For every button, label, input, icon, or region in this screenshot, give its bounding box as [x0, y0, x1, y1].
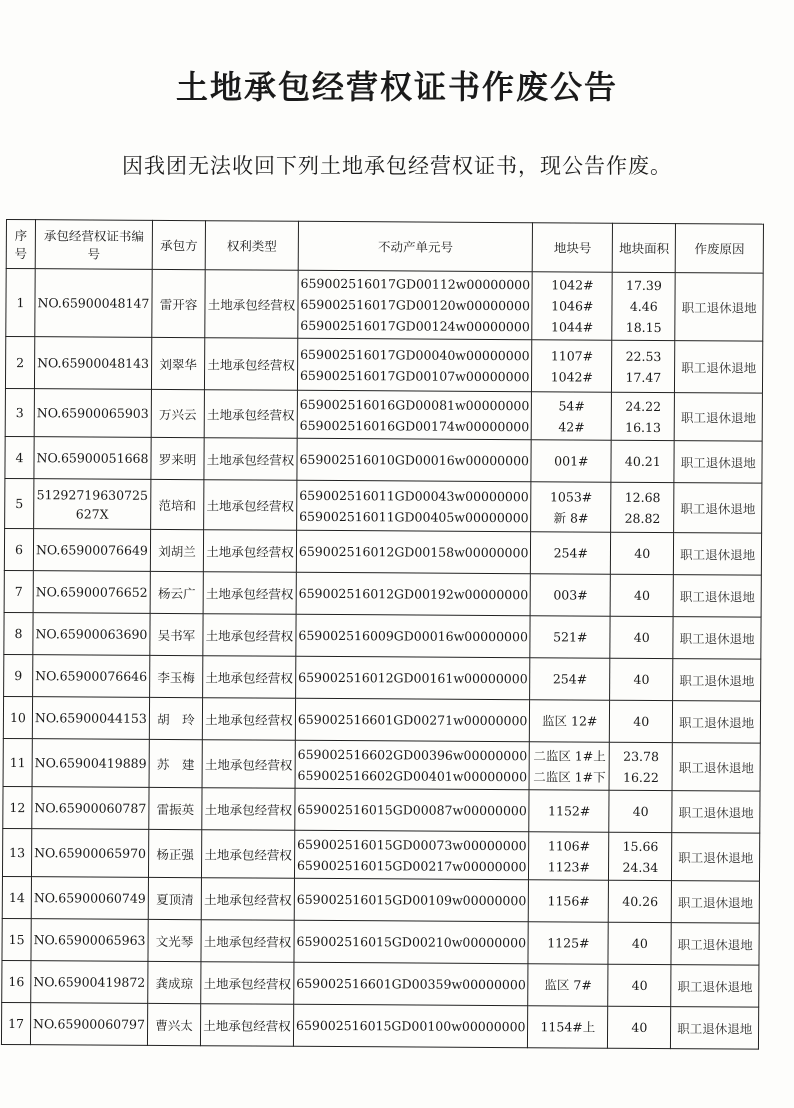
cell-right-type: 土地承包经营权 — [202, 698, 295, 741]
cell-plot-number-line: 二监区 1#上 — [533, 747, 606, 764]
table-row — [6, 269, 763, 342]
cell-unit-number-line: 659002516011GD00043w00000000 — [299, 487, 529, 504]
cell-plot-area-line: 40 — [634, 545, 651, 561]
cell-right-type: 土地承包经营权 — [201, 878, 294, 921]
table-body — [1, 269, 763, 1050]
cell-right-type: 土地承包经营权 — [201, 1004, 294, 1047]
table-row — [5, 436, 762, 483]
cell-unit-number — [295, 740, 530, 789]
table-row — [2, 918, 759, 965]
cell-reason: 职工退休退地 — [671, 1007, 759, 1050]
header-plot-number: 地块号 — [533, 223, 613, 272]
cell-index: 13 — [2, 828, 31, 876]
notice-text: 因我团无法收回下列土地承包经营权证书，现公告作废。 — [122, 154, 672, 178]
cell-right-type: 土地承包经营权 — [204, 480, 297, 531]
cell-right-type: 土地承包经营权 — [202, 830, 295, 879]
cell-plot-number-line: 监区 12# — [542, 713, 598, 729]
cell-unit-number-line: 659002516012GD00192w00000000 — [298, 585, 529, 603]
header-unit-number: 不动产单元号 — [298, 221, 533, 271]
cell-reason: 职工退休退地 — [672, 791, 760, 834]
table-row — [4, 570, 761, 617]
cell-plot-area-line: 24.34 — [622, 859, 659, 875]
table-row — [1, 1002, 758, 1049]
cell-plot-area-line: 12.68 — [624, 489, 661, 505]
cell-unit-number — [293, 1004, 528, 1047]
cell-unit-number-line: 659002516601GD00359w00000000 — [296, 975, 526, 993]
cell-unit-number — [295, 698, 530, 741]
cell-reason: 职工退休退地 — [674, 483, 762, 534]
cell-plot-area — [610, 616, 674, 658]
cell-plot-area-line: 28.82 — [624, 510, 661, 526]
table-row — [4, 654, 761, 701]
cell-plot-area-line: 40 — [632, 803, 649, 819]
cell-unit-number-line: 659002516012GD00158w00000000 — [298, 543, 529, 561]
cell-plot-number-line: 1125# — [547, 935, 590, 951]
cell-plot-number — [529, 742, 609, 790]
cell-plot-area — [610, 574, 674, 616]
cell-plot-number-line: 1042# — [550, 368, 594, 385]
cell-plot-number — [529, 880, 609, 922]
cell-unit-number-line: 659002516015GD00217w00000000 — [296, 857, 527, 874]
page-title: 土地承包经营权证书作废公告 — [175, 68, 618, 106]
cell-holder: 刘翠华 — [151, 337, 204, 389]
cell-index: 11 — [3, 738, 32, 786]
cell-right-type: 土地承包经营权 — [203, 572, 296, 615]
cell-reason: 职工退休退地 — [672, 881, 760, 924]
cell-plot-area-line: 40 — [631, 1019, 648, 1035]
cell-index: 17 — [1, 1002, 30, 1044]
cell-plot-area — [611, 532, 675, 574]
cell-plot-area-line: 40.26 — [622, 893, 659, 909]
cell-right-type: 土地承包经营权 — [203, 614, 296, 657]
cell-reason: 职工退休退地 — [674, 441, 762, 484]
cell-index: 14 — [2, 876, 31, 918]
cell-cert-number: NO.65900051668 — [34, 437, 151, 480]
cell-plot-number-line: 二监区 1#下 — [533, 768, 606, 785]
cell-holder: 范培和 — [151, 479, 204, 529]
table-row — [4, 528, 761, 575]
cell-plot-area-line: 40 — [634, 587, 651, 603]
cell-unit-number-line: 659002516010GD00016w00000000 — [299, 451, 530, 469]
table-row — [2, 960, 759, 1007]
cell-unit-number-line: 659002516017GD00040w00000000 — [300, 346, 530, 363]
cell-unit-number-line: 659002516017GD00120w00000000 — [300, 296, 530, 314]
cell-cert-number: NO.65900076652 — [33, 571, 150, 614]
header-reason: 作废原因 — [676, 224, 764, 274]
cell-plot-number-line: 1046# — [551, 298, 594, 314]
cell-plot-area-line: 23.78 — [623, 748, 659, 764]
cell-unit-number — [296, 572, 531, 615]
cell-unit-number-line: 659002516015GD00109w00000000 — [296, 891, 527, 909]
cell-holder: 胡 玲 — [149, 697, 202, 739]
table-header-row — [6, 220, 763, 274]
header-holder: 承包方 — [152, 220, 205, 269]
cell-cert-number: NO.65900063690 — [33, 613, 150, 656]
cell-holder: 万兴云 — [151, 389, 204, 437]
cell-plot-number — [529, 832, 609, 880]
cell-unit-number — [297, 390, 532, 439]
cell-plot-number-line: 1154#上 — [540, 1019, 596, 1035]
cell-plot-area-line: 40 — [633, 671, 650, 687]
cell-index: 3 — [5, 388, 34, 436]
cell-plot-area — [610, 658, 674, 700]
cell-plot-number-line: 1053# — [549, 488, 593, 505]
cell-plot-number-line: 003# — [553, 587, 588, 603]
cell-cert-number: NO.65900076649 — [33, 529, 150, 572]
cell-plot-area-line: 4.46 — [629, 298, 658, 314]
cell-unit-number — [296, 530, 531, 573]
cell-plot-area-line: 40.21 — [624, 453, 661, 470]
cell-index: 10 — [3, 696, 32, 738]
cell-unit-number — [296, 656, 531, 699]
cell-cert-number: NO.65900048147 — [35, 269, 152, 338]
cell-plot-number-line: 254# — [553, 545, 589, 561]
cell-index: 9 — [4, 654, 33, 696]
table-row — [5, 337, 762, 394]
cell-unit-number-line: 659002516015GD00210w00000000 — [296, 933, 527, 951]
cell-plot-number-line: 521# — [553, 629, 588, 645]
cell-unit-number-line: 659002516015GD00100w00000000 — [295, 1017, 526, 1035]
table-row — [5, 388, 762, 441]
cell-plot-area-line: 17.47 — [625, 369, 662, 385]
cell-plot-number-line: 1123# — [547, 858, 591, 875]
cell-unit-number-line: 659002516602GD00396w00000000 — [297, 746, 528, 763]
cell-plot-number — [532, 272, 612, 340]
certificate-table — [1, 219, 764, 1050]
header-index: 序号 — [6, 220, 35, 269]
cell-unit-number — [294, 830, 529, 879]
cell-unit-number-line: 659002516016GD00174w00000000 — [299, 417, 530, 434]
cell-right-type: 土地承包经营权 — [201, 920, 294, 963]
cell-plot-number — [528, 964, 608, 1006]
cell-holder: 李玉梅 — [150, 655, 203, 697]
cell-right-type: 土地承包经营权 — [201, 962, 294, 1005]
table-row — [4, 612, 761, 659]
cell-unit-number-line: 659002516016GD00081w00000000 — [299, 396, 530, 413]
cell-plot-number — [531, 574, 611, 616]
cell-unit-number-line: 659002516017GD00112w00000000 — [300, 275, 531, 293]
table-row — [2, 828, 759, 881]
cell-plot-number-line: 1042# — [551, 277, 594, 293]
cell-cert-number: NO.65900060787 — [32, 787, 149, 830]
cell-cert-number: NO.65900065970 — [31, 829, 148, 878]
cell-plot-area — [611, 482, 675, 532]
cell-plot-number-line: 1106# — [547, 837, 591, 854]
cell-right-type: 土地承包经营权 — [204, 390, 297, 439]
cell-plot-number — [531, 482, 611, 532]
cell-holder: 雷振英 — [149, 787, 202, 829]
cell-holder: 夏顶清 — [148, 877, 201, 919]
cell-cert-number: NO.65900065903 — [34, 389, 151, 438]
table-row — [2, 876, 759, 923]
cell-plot-area — [608, 1006, 672, 1048]
cell-unit-number-line: 659002516017GD00124w00000000 — [300, 317, 530, 335]
cell-plot-number — [529, 790, 609, 832]
cell-plot-area-line: 40 — [631, 977, 648, 993]
cell-reason: 职工退休退地 — [674, 533, 762, 576]
cell-index: 15 — [2, 918, 31, 960]
table-row — [3, 786, 760, 833]
cell-index: 12 — [3, 786, 32, 828]
cell-unit-number-line: 659002516602GD00401w00000000 — [297, 767, 528, 784]
cell-plot-area-line: 18.15 — [625, 319, 662, 336]
cell-index: 5 — [5, 478, 34, 528]
cell-plot-area — [611, 440, 675, 482]
cell-index: 6 — [4, 528, 33, 570]
cell-cert-number: NO.65900048143 — [34, 337, 151, 390]
cell-plot-number — [530, 616, 610, 658]
cell-right-type: 土地承包经营权 — [202, 788, 295, 831]
cell-plot-area-line: 16.13 — [625, 419, 662, 435]
cell-cert-number: NO.65900076646 — [33, 655, 150, 698]
cell-plot-number — [532, 392, 612, 440]
cell-holder: 杨正强 — [148, 829, 201, 877]
cell-plot-area — [608, 964, 672, 1006]
cell-plot-area — [609, 832, 673, 880]
cell-index: 1 — [6, 269, 35, 337]
cell-plot-number — [530, 658, 610, 700]
cell-index: 2 — [5, 337, 34, 389]
cell-plot-area-line: 17.39 — [625, 277, 662, 294]
cell-unit-number — [296, 614, 531, 657]
cell-unit-number-line: 659002516015GD00073w00000000 — [297, 836, 527, 853]
cell-unit-number — [297, 480, 532, 531]
cell-plot-area-line: 16.22 — [622, 769, 659, 785]
cell-unit-number — [297, 438, 532, 481]
cell-holder: 文光琴 — [148, 919, 201, 961]
cell-plot-area-line: 40 — [633, 629, 650, 645]
cell-holder: 苏 建 — [149, 739, 202, 787]
cell-unit-number — [294, 962, 529, 1005]
cell-plot-area — [608, 922, 672, 964]
cell-reason: 职工退休退地 — [671, 923, 759, 966]
cell-plot-area-line: 40 — [633, 713, 650, 729]
cell-unit-number-line: 659002516015GD00087w00000000 — [297, 801, 527, 819]
cell-plot-number-line: 1107# — [550, 347, 594, 364]
cell-plot-number-line: 1044# — [550, 319, 594, 335]
cell-reason: 职工退休退地 — [672, 743, 760, 792]
cell-reason: 职工退休退地 — [675, 393, 763, 442]
cell-unit-number-line: 659002516011GD00405w00000000 — [299, 508, 529, 525]
cell-cert-number: NO.65900044153 — [32, 697, 149, 740]
cell-holder: 杨云广 — [150, 571, 203, 613]
cell-index: 8 — [4, 612, 33, 654]
cell-unit-number — [294, 920, 529, 963]
cell-plot-area-line: 24.22 — [625, 398, 662, 414]
cell-plot-number-line: 001# — [554, 453, 589, 469]
cell-reason: 职工退休退地 — [672, 833, 760, 882]
cell-plot-area — [612, 340, 676, 392]
cell-reason: 职工退休退地 — [673, 659, 761, 702]
cell-holder: 刘胡兰 — [150, 529, 203, 571]
header-cert-number: 承包经营权证书编号 — [35, 220, 152, 270]
cell-plot-area — [612, 272, 676, 340]
cell-plot-number — [532, 340, 612, 392]
cell-reason: 职工退休退地 — [673, 701, 761, 744]
cell-plot-area — [609, 790, 673, 832]
cell-index: 4 — [5, 436, 34, 478]
cell-holder: 吴书军 — [150, 613, 203, 655]
cell-plot-number-line: 42# — [558, 418, 585, 435]
cell-plot-area — [611, 392, 675, 440]
cell-plot-number — [528, 1006, 608, 1048]
cell-unit-number — [294, 878, 529, 921]
cell-unit-number-line: 659002516012GD00161w00000000 — [298, 669, 528, 687]
cell-unit-number-line: 659002516601GD00271w00000000 — [297, 711, 528, 729]
cell-holder: 龚成琼 — [148, 961, 201, 1003]
cell-right-type: 土地承包经营权 — [204, 438, 297, 481]
cell-plot-number — [528, 922, 608, 964]
header-plot-area: 地块面积 — [612, 223, 676, 272]
cell-holder: 曹兴太 — [147, 1003, 200, 1045]
cell-unit-number-line: 659002516017GD00107w00000000 — [299, 367, 530, 384]
cell-plot-number-line: 54# — [558, 397, 585, 414]
cell-reason: 职工退休退地 — [675, 273, 763, 342]
cell-cert-number: NO.65900065963 — [31, 919, 148, 962]
cell-plot-area-line: 22.53 — [625, 348, 662, 364]
header-right-type: 权利类型 — [205, 221, 298, 271]
cell-cert-number: 51292719630725627X — [34, 479, 151, 530]
cell-index: 7 — [4, 570, 33, 612]
cell-cert-number: NO.65900060749 — [31, 877, 148, 920]
cell-plot-number-line: 监区 7# — [544, 977, 592, 993]
cell-unit-number — [298, 270, 533, 339]
cell-plot-number-line: 1156# — [547, 893, 590, 909]
cell-unit-number — [295, 788, 530, 831]
cell-right-type: 土地承包经营权 — [205, 338, 298, 391]
cell-right-type: 土地承包经营权 — [205, 270, 298, 339]
cell-holder: 雷开容 — [152, 269, 206, 337]
cell-holder: 罗来明 — [151, 437, 204, 479]
cell-plot-area — [609, 742, 673, 790]
cell-cert-number: NO.65900419872 — [31, 961, 148, 1004]
cell-right-type: 土地承包经营权 — [203, 530, 296, 573]
cell-plot-area-line: 40 — [631, 935, 648, 951]
cell-reason: 职工退休退地 — [673, 617, 761, 660]
cell-unit-number — [297, 338, 532, 391]
cell-index: 16 — [2, 960, 31, 1002]
cell-cert-number: NO.65900060797 — [30, 1003, 147, 1046]
cell-plot-number — [530, 700, 610, 742]
cell-plot-number — [531, 532, 611, 574]
table-row — [3, 738, 760, 791]
cell-right-type: 土地承包经营权 — [203, 656, 296, 699]
cell-plot-area — [610, 700, 674, 742]
table-row — [5, 478, 762, 533]
cell-plot-area-line: 15.66 — [622, 838, 659, 854]
cell-reason: 职工退休退地 — [675, 341, 763, 394]
table-row — [3, 696, 760, 743]
cell-plot-number-line: 新 8# — [553, 509, 589, 526]
cell-reason: 职工退休退地 — [671, 965, 759, 1008]
cell-plot-number-line: 254# — [552, 671, 588, 687]
cell-cert-number: NO.65900419889 — [32, 739, 149, 788]
cell-unit-number-line: 659002516009GD00016w00000000 — [298, 627, 528, 645]
cell-reason: 职工退休退地 — [674, 575, 762, 618]
cell-right-type: 土地承包经营权 — [202, 740, 295, 789]
cell-plot-number-line: 1152# — [548, 803, 591, 819]
cell-plot-area — [608, 880, 672, 922]
cell-plot-number — [531, 440, 611, 482]
